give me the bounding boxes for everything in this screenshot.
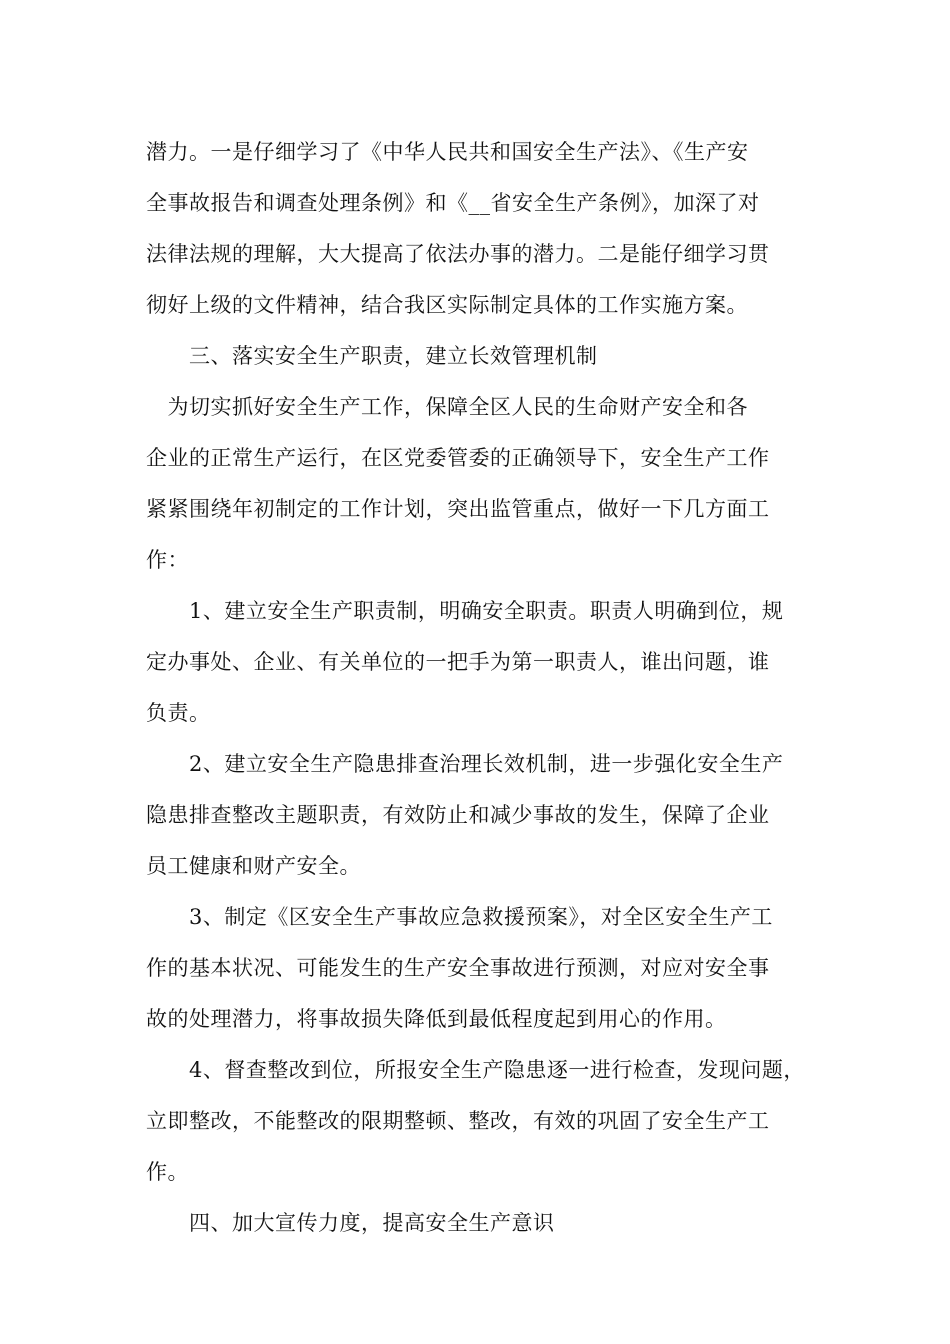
list-item-line: 3、制定《区安全生产事故应急救援预案》，对全区安全生产工	[146, 905, 773, 929]
list-item-line: 作。	[146, 1160, 189, 1184]
list-item-line: 作的基本状况、可能发生的生产安全事故进行预测，对应对安全事	[146, 956, 770, 980]
text-line: 潜力。一是仔细学习了《中华人民共和国安全生产法》、《生产安	[146, 140, 749, 164]
list-item-line: 4、督查整改到位，所报安全生产隐患逐一进行检查，发现问题，	[146, 1058, 805, 1082]
list-item-line: 2、建立安全生产隐患排查治理长效机制，进一步强化安全生产	[146, 752, 784, 776]
list-item-line: 定办事处、企业、有关单位的一把手为第一职责人，谁出问题，谁	[146, 650, 770, 674]
text-line: 彻好上级的文件精神，结合我区实际制定具体的工作实施方案。	[146, 293, 748, 317]
list-item-line: 负责。	[146, 701, 211, 725]
text-line: 紧紧围绕年初制定的工作计划，突出监管重点，做好一下几方面工	[146, 497, 770, 521]
text-line: 为切实抓好安全生产工作，保障全区人民的生命财产安全和各	[146, 395, 748, 419]
document-body	[146, 127, 806, 1249]
section-heading: 三、落实安全生产职责，建立长效管理机制	[146, 344, 598, 368]
list-item-line: 立即整改，不能整改的限期整顿、整改，有效的巩固了安全生产工	[146, 1109, 770, 1133]
list-item-line: 故的处理潜力，将事故损失降低到最低程度起到用心的作用。	[146, 1007, 727, 1031]
text-line: 全事故报告和调查处理条例》和《__省安全生产条例》，加深了对	[146, 191, 760, 215]
text-line: 企业的正常生产运行，在区党委管委的正确领导下，安全生产工作	[146, 446, 770, 470]
text-line: 作：	[146, 548, 189, 572]
list-item-line: 员工健康和财产安全。	[146, 854, 361, 878]
section-heading: 四、加大宣传力度，提高安全生产意识	[146, 1211, 555, 1235]
list-item-line: 隐患排查整改主题职责，有效防止和减少事故的发生，保障了企业	[146, 803, 770, 827]
text-line: 法律法规的理解，大大提高了依法办事的潜力。二是能仔细学习贯	[146, 242, 770, 266]
list-item-line: 1、建立安全生产职责制，明确安全职责。职责人明确到位，规	[146, 599, 784, 623]
